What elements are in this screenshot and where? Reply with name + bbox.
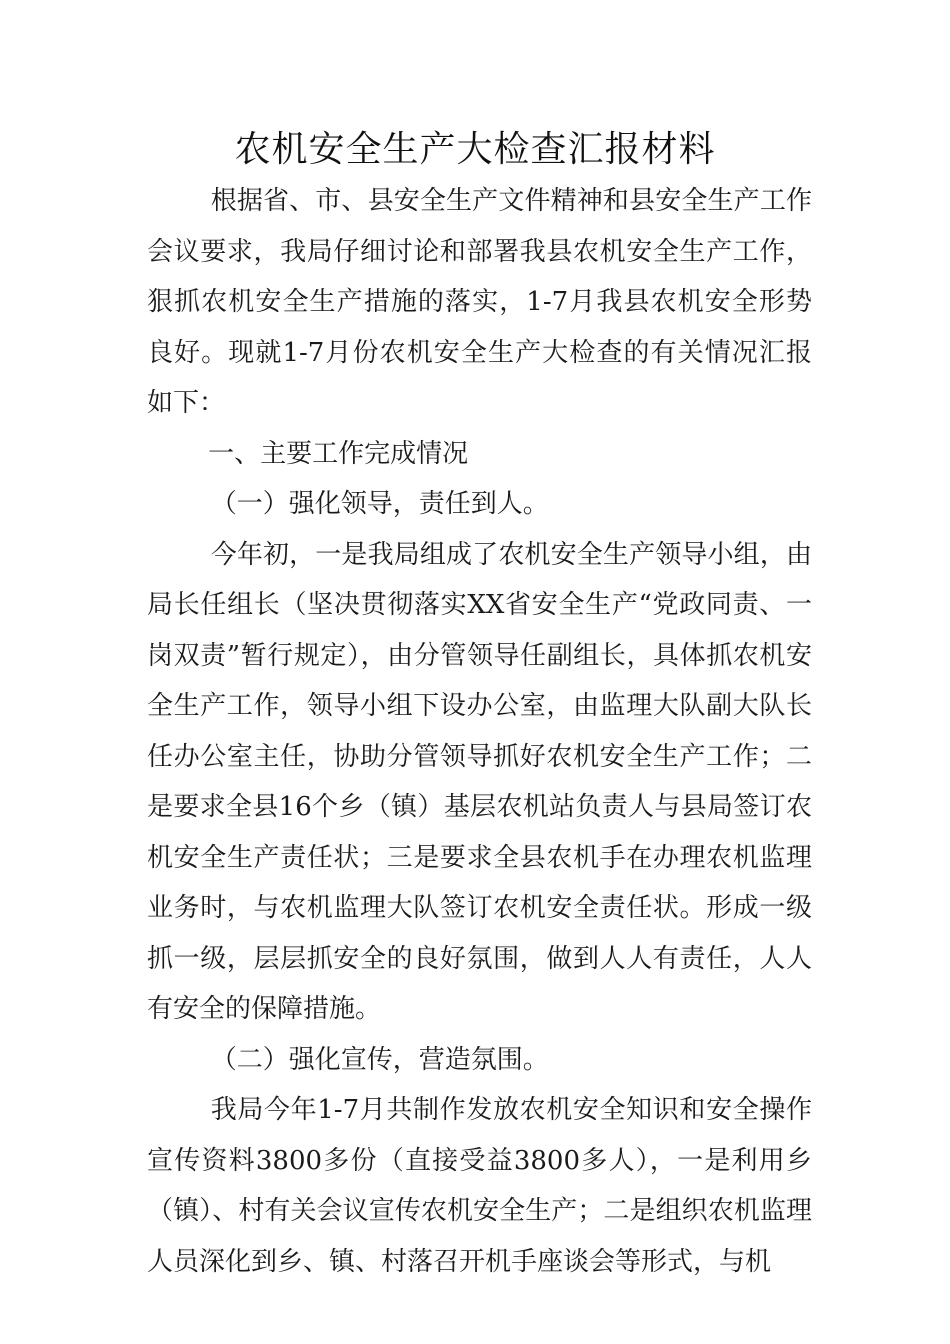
subsection-heading-publicity: （二）强化宣传，营造氛围。 — [210, 1044, 549, 1075]
section-heading-main-work: 一、主要工作完成情况 — [208, 438, 469, 469]
paragraph-publicity: 我局今年1-7月共制作发放农机安全知识和安全操作宣传资料3800多份（直接受益3800多人），一是利用乡（镇）、村有关会议宣传农机安全生产；二是组织农机监理人员深化到乡、镇、村落召开机手座谈会等形式，与机 — [147, 1095, 812, 1277]
document-body — [147, 176, 812, 1287]
paragraph-leadership: 今年初，一是我局组成了农机安全生产领导小组，由局长任组长（坚决贯彻落实XX省安全生产“党政同责、一岗双责”暂行规定），由分管领导任副组长，具体抓农机安全生产工作，领导小组下设办公室，由监理大队副大队长任办公室主任，协助分管领导抓好农机安全生产工作；二是要求全县16个乡（镇）基层农机站负责人与县局签订农机安全生产责任状；三是要求全县农机手在办理农机监理业务时，与农机监理大队签订农机安全责任状。形成一级抓一级，层层抓安全的良好氛围，做到人人有责任，人人有安全的保障措施。 — [147, 539, 812, 1024]
paragraph-intro: 根据省、市、县安全生产文件精神和县安全生产工作会议要求，我局仔细讨论和部署我县农机安全生产工作，狠抓农机安全生产措施的落实，1-7月我县农机安全形势良好。现就1-7月份农机安全生产大检查的有关情况汇报如下： — [147, 186, 812, 418]
document-title: 农机安全生产大检查汇报材料 — [234, 129, 716, 170]
subsection-heading-leadership: （一）强化领导，责任到人。 — [210, 489, 549, 519]
